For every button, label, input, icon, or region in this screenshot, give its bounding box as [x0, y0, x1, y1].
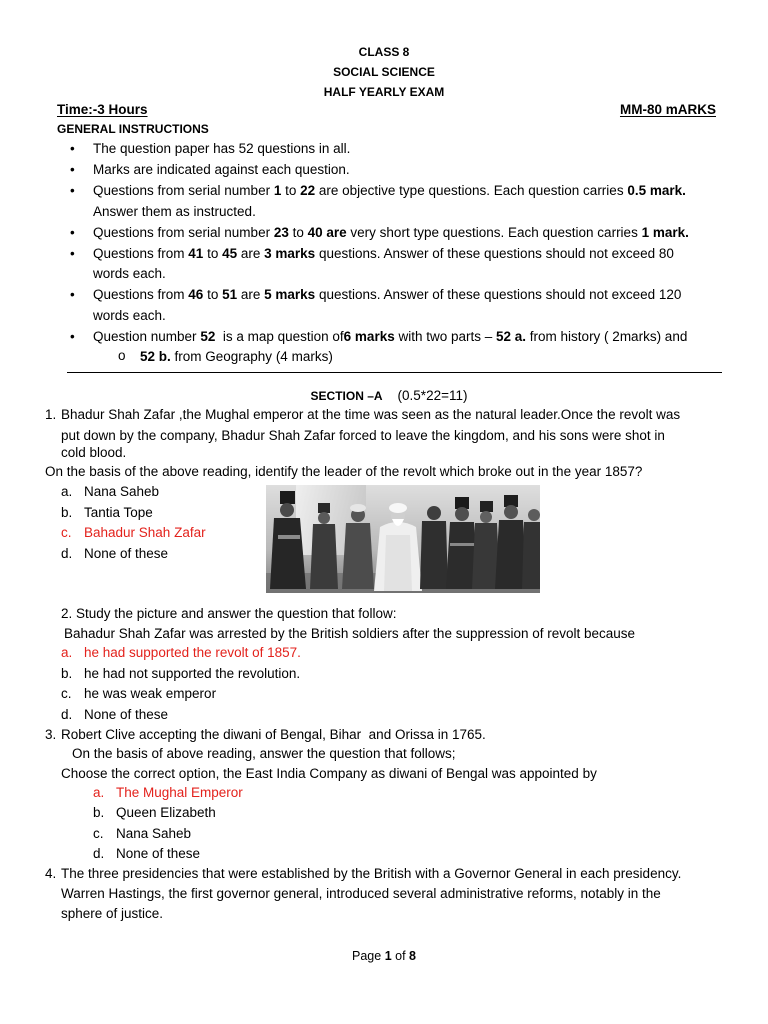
- bullet-marker: •: [70, 287, 75, 302]
- instruction-item: [93, 287, 681, 303]
- option-letter: d.: [93, 846, 105, 861]
- instruction-text: are: [237, 287, 265, 302]
- question-number: 3.: [45, 727, 57, 742]
- option-letter: d.: [61, 546, 73, 561]
- instruction-text: The question paper has 52 questions in all.: [93, 141, 351, 156]
- instruction-emphasis: 52 b.: [140, 349, 171, 364]
- arrest-photo: [266, 485, 540, 593]
- instruction-emphasis: 23: [273, 225, 289, 240]
- section-title: SECTION –A: [310, 389, 383, 403]
- instruction-text: with two parts –: [394, 329, 497, 344]
- option-text: Queen Elizabeth: [116, 805, 216, 820]
- instruction-text: are objective type questions. Each question carries: [315, 183, 628, 198]
- instruction-emphasis: 52: [200, 329, 216, 344]
- instruction-text: Questions from: [93, 246, 189, 261]
- instruction-emphasis: 45: [222, 246, 238, 261]
- instruction-item: [93, 141, 350, 157]
- instruction-text: to: [203, 246, 223, 261]
- option-text: he had not supported the revolution.: [84, 666, 301, 681]
- option-text: he had supported the revolt of 1857.: [84, 645, 301, 660]
- instruction-emphasis: 52 a.: [496, 329, 527, 344]
- instruction-text: Marks are indicated against each question.: [93, 162, 350, 177]
- page-total: 8: [409, 949, 416, 963]
- instruction-text: is a map question of: [215, 329, 344, 344]
- option-letter: a.: [93, 785, 105, 800]
- option-letter: d.: [61, 707, 73, 722]
- instruction-item: [93, 162, 350, 178]
- page-current: 1: [384, 949, 392, 963]
- instruction-continuation: words each.: [93, 308, 166, 323]
- instruction-text: from Geography (4 marks): [170, 349, 333, 364]
- instruction-continuation: words each.: [93, 266, 166, 281]
- instruction-item: [93, 183, 686, 199]
- question-text: On the basis of above reading, answer the question that follows;: [72, 746, 456, 761]
- option-text: Tantia Tope: [84, 505, 153, 520]
- question-text: The three presidencies that were established by the British with a Governor General in each presidency.: [61, 866, 682, 881]
- bullet-marker: •: [70, 162, 75, 177]
- instruction-text: very short type questions. Each question carries: [346, 225, 642, 240]
- question-text: put down by the company, Bhadur Shah Zafar forced to leave the kingdom, and his sons were shot in: [61, 428, 665, 443]
- question-text: cold blood.: [61, 445, 127, 460]
- instruction-text: to: [203, 287, 223, 302]
- question-number: 4.: [45, 866, 57, 881]
- instruction-emphasis: 0.5 mark.: [627, 183, 686, 198]
- section-marks: (0.5*22=11): [397, 388, 468, 403]
- instruction-emphasis: 22: [300, 183, 316, 198]
- bullet-marker: •: [70, 225, 75, 240]
- option-letter: a.: [61, 484, 73, 499]
- instruction-emphasis: 40 are: [307, 225, 347, 240]
- instruction-text: Questions from: [93, 287, 189, 302]
- option-letter: b.: [61, 666, 73, 681]
- instruction-text: to: [288, 225, 308, 240]
- option-letter: c.: [93, 826, 104, 841]
- option-text: None of these: [116, 846, 201, 861]
- option-letter: a.: [61, 645, 73, 660]
- option-text: Nana Saheb: [116, 826, 192, 841]
- instruction-item: [93, 246, 674, 262]
- page-of: of: [395, 949, 406, 963]
- page-label: Page: [352, 949, 382, 963]
- instruction-item: [93, 329, 687, 345]
- option-letter: c.: [61, 686, 72, 701]
- option-letter: b.: [93, 805, 105, 820]
- instruction-emphasis: 1 mark.: [641, 225, 689, 240]
- sub-bullet-marker: o: [118, 348, 126, 363]
- instruction-text: from history ( 2marks) and: [526, 329, 688, 344]
- instruction-text: are: [237, 246, 265, 261]
- time-allowed: Time:-3 Hours: [57, 102, 148, 117]
- section-divider: [67, 372, 722, 373]
- page-footer: [0, 948, 768, 964]
- option-text: he was weak emperor: [84, 686, 217, 701]
- instruction-text: Question number: [93, 329, 201, 344]
- instruction-emphasis: 3 marks: [264, 246, 316, 261]
- instruction-emphasis: 6 marks: [343, 329, 395, 344]
- instruction-text: questions. Answer of these questions should not exceed 80: [315, 246, 674, 261]
- instruction-emphasis: 1: [273, 183, 282, 198]
- bullet-marker: •: [70, 183, 75, 198]
- bullet-marker: •: [70, 246, 75, 261]
- instruction-text: questions. Answer of these questions should not exceed 120: [315, 287, 682, 302]
- option-text: None of these: [84, 546, 169, 561]
- bullet-marker: •: [70, 329, 75, 344]
- instruction-text: to: [281, 183, 301, 198]
- question-text: Choose the correct option, the East India Company as diwani of Bengal was appointed by: [61, 766, 597, 781]
- instruction-continuation: Answer them as instructed.: [93, 204, 256, 219]
- exam-title: HALF YEARLY EXAM: [323, 85, 445, 99]
- class-heading: CLASS 8: [358, 45, 410, 59]
- question-number: 1.: [45, 407, 57, 422]
- instruction-emphasis: 5 marks: [264, 287, 316, 302]
- option-letter: c.: [61, 525, 72, 540]
- question-text: Robert Clive accepting the diwani of Bengal, Bihar and Orissa in 1765.: [61, 727, 486, 742]
- question-prompt: On the basis of the above reading, identify the leader of the revolt which broke out in the year 1857?: [45, 464, 643, 479]
- instruction-emphasis: 51: [222, 287, 238, 302]
- option-text: The Mughal Emperor: [116, 785, 243, 800]
- instruction-item: [93, 225, 689, 241]
- option-letter: b.: [61, 505, 73, 520]
- question-text: sphere of justice.: [61, 906, 164, 921]
- instructions-title: GENERAL INSTRUCTIONS: [57, 122, 209, 136]
- instruction-text: Questions from serial number: [93, 183, 274, 198]
- option-text: Bahadur Shah Zafar: [84, 525, 206, 540]
- subject-heading: SOCIAL SCIENCE: [333, 65, 435, 79]
- question-text: Bhadur Shah Zafar ,the Mughal emperor at the time was seen as the natural leader.Once the revolt was: [61, 407, 681, 422]
- max-marks: MM-80 mARKS: [619, 102, 716, 117]
- instruction-text: Questions from serial number: [93, 225, 274, 240]
- option-text: None of these: [84, 707, 169, 722]
- instruction-emphasis: 41: [188, 246, 204, 261]
- question-text: 2. Study the picture and answer the question that follow:: [61, 606, 397, 621]
- option-text: Nana Saheb: [84, 484, 160, 499]
- section-heading: [0, 388, 768, 404]
- question-text: Warren Hastings, the first governor general, introduced several administrative reforms, notably in the: [61, 886, 661, 901]
- instruction-emphasis: 46: [188, 287, 204, 302]
- instruction-sub-item: [140, 349, 333, 365]
- bullet-marker: •: [70, 141, 75, 156]
- question-text: Bahadur Shah Zafar was arrested by the British soldiers after the suppression of revolt because: [64, 626, 636, 641]
